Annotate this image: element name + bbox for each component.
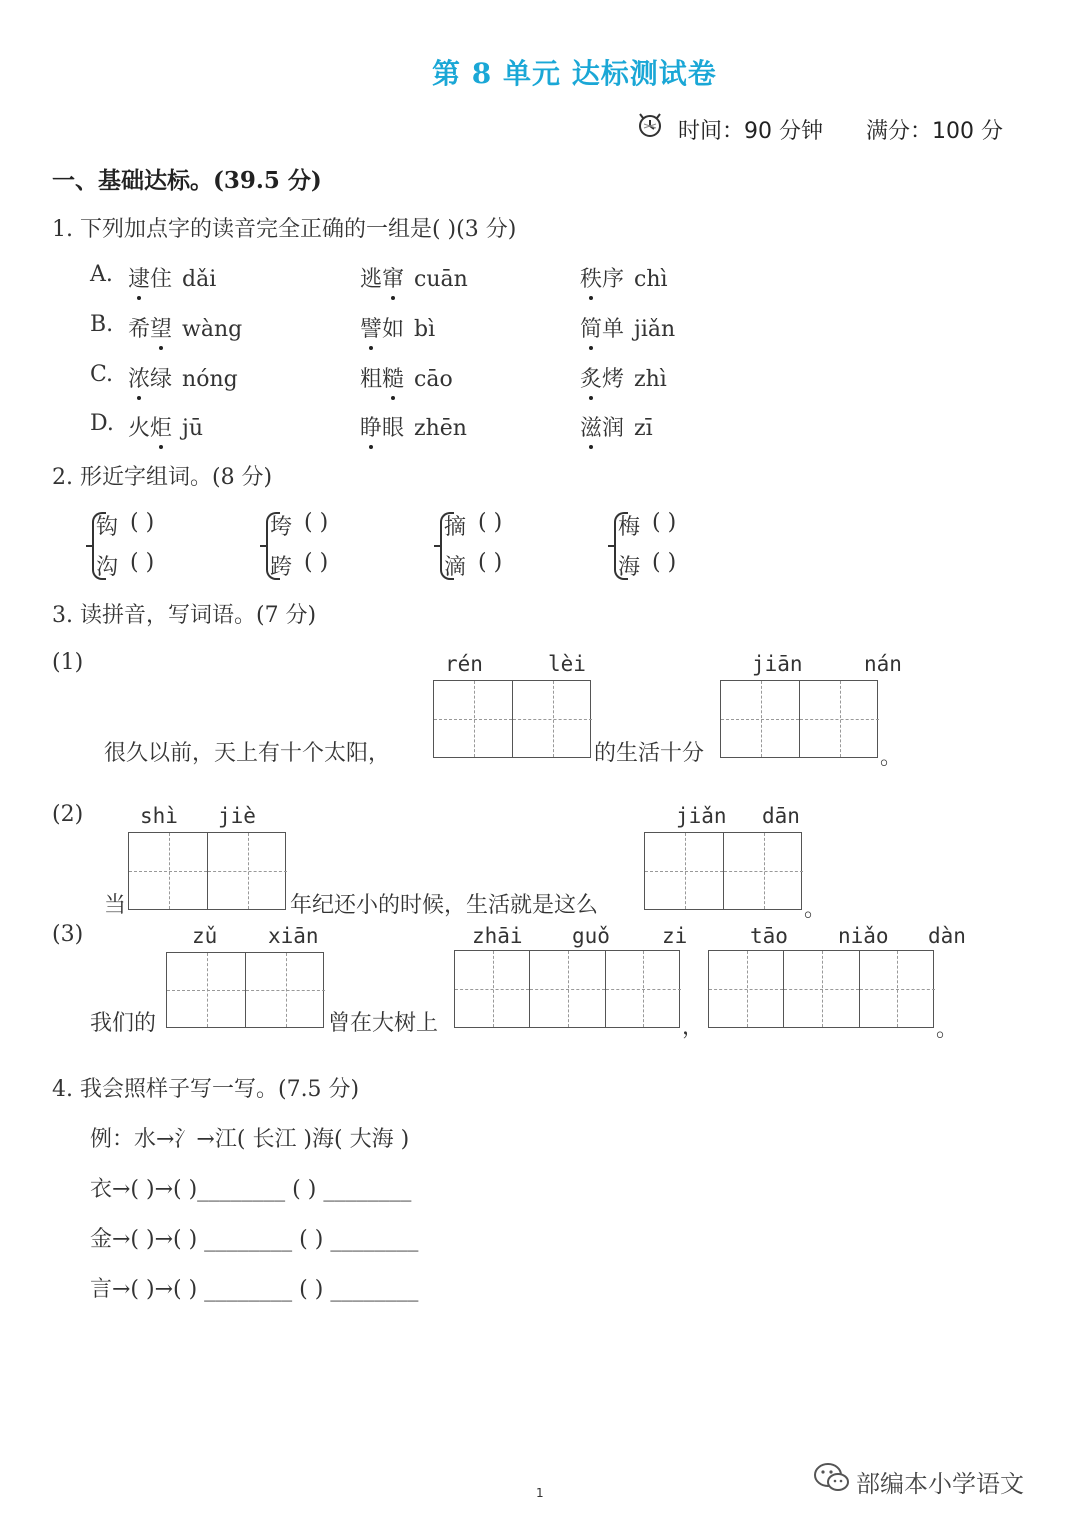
pinyin: wàng [182,317,243,342]
pinyin: dǎi [182,267,217,292]
grid-guide [455,989,529,990]
pinyin: cāo [414,367,453,392]
writing-grid[interactable] [454,950,680,1028]
answer-blank[interactable]: ( ) [478,550,503,575]
word-char: 眼 [382,416,405,441]
grid-guide [513,719,592,720]
option-word [128,312,242,343]
grid-cell[interactable] [724,833,803,909]
question-4-stem: 4. 我会照样子写一写。(7.5 分) [52,1077,360,1102]
word-char: 绿 [150,367,173,392]
pinyin: niǎo [838,924,889,948]
grid-guide [784,989,858,990]
word-char: 粗 [360,367,383,392]
dotted-char: 糙 [382,362,404,393]
pinyin: tāo [750,924,788,948]
grid-cell[interactable] [530,951,605,1027]
grid-cell[interactable] [129,833,208,909]
grid-cell[interactable] [513,681,592,757]
pinyin: nán [864,652,902,676]
q3-part3-number: (3) [52,922,84,947]
grid-guide [724,871,803,872]
dotted-char: 浓 [128,362,150,393]
question-1-stem: 1. 下列加点字的读音完全正确的一组是( )(3 分) [52,217,517,242]
question-2-stem: 2. 形近字组词。(8 分) [52,465,273,490]
dotted-char: 睁 [360,411,382,442]
page-title: 第 8 单元 达标测试卷 [432,57,717,90]
score-label: 满分：100 分 [866,119,1003,144]
option-word [360,411,467,442]
dotted-char: 滋 [580,411,602,442]
similar-char: 海 [618,555,641,580]
pinyin: chì [634,267,668,292]
grid-cell[interactable] [784,951,859,1027]
similar-char: 滴 [444,555,467,580]
q4-row[interactable]: 金→( )→( ) ________ ( ) ________ [90,1227,419,1252]
pinyin: dān [762,804,800,828]
grid-guide [434,719,512,720]
writing-grid[interactable] [433,680,591,758]
pinyin: zhēn [414,416,467,441]
pinyin: guǒ [572,924,610,948]
dotted-char: 简 [580,312,602,343]
answer-blank[interactable]: ( ) [304,550,329,575]
answer-blank[interactable]: ( ) [130,550,155,575]
option-word [580,362,667,393]
watermark: 部编本小学语文 [856,1470,1024,1498]
word-char: 住 [150,267,173,292]
sentence-text: 年纪还小的时候，生活就是这么 [290,893,599,918]
writing-grid[interactable] [166,952,324,1028]
option-word [360,362,453,393]
dotted-char: 炙 [580,362,602,393]
word-char: 如 [382,317,405,342]
q3-part1-number: (1) [52,650,84,675]
option-word [580,262,668,293]
sentence-text: 。 [936,1017,959,1042]
dotted-char: 秩 [580,262,602,293]
grid-guide [709,989,783,990]
grid-cell[interactable] [800,681,879,757]
similar-char: 摘 [444,515,467,540]
q3-part2-number: (2) [52,802,84,827]
grid-cell[interactable] [455,951,530,1027]
wechat-icon [812,1460,852,1496]
grid-guide [645,871,723,872]
sentence-text: 曾在大树上 [328,1011,439,1036]
clock-icon [636,112,664,138]
similar-char: 跨 [270,555,293,580]
answer-blank[interactable]: ( ) [478,510,503,535]
pinyin: shì [140,804,178,828]
pinyin: zi [662,924,688,948]
grid-guide [721,719,799,720]
answer-blank[interactable]: ( ) [130,510,155,535]
word-char: 希 [128,317,151,342]
similar-char: 垮 [270,515,293,540]
sentence-text: 的生活十分 [594,741,705,766]
grid-cell[interactable] [434,681,513,757]
option-label[interactable]: D. [90,411,114,436]
pinyin: dàn [928,924,966,948]
writing-grid[interactable] [644,832,802,910]
sentence-text: 很久以前，天上有十个太阳， [104,741,391,766]
grid-guide [167,990,245,991]
dotted-char: 窜 [382,262,404,293]
page-number: 1 [536,1486,544,1500]
pinyin: xiān [268,924,319,948]
writing-grid[interactable] [720,680,878,758]
option-word [128,411,203,442]
writing-grid[interactable] [128,832,286,910]
answer-blank[interactable]: ( ) [652,550,677,575]
time-label: 时间：90 分钟 [678,119,823,144]
q4-row[interactable]: 衣→( )→( )________ ( ) ________ [90,1177,412,1202]
pinyin: nóng [182,367,238,392]
grid-cell[interactable] [721,681,800,757]
grid-guide [208,871,287,872]
grid-guide [129,871,207,872]
option-word [580,411,653,442]
grid-cell[interactable] [606,951,681,1027]
grid-cell[interactable] [860,951,935,1027]
option-label[interactable]: B. [90,312,114,337]
grid-guide [606,989,681,990]
grid-cell[interactable] [208,833,287,909]
answer-blank[interactable]: ( ) [652,510,677,535]
dotted-char: 望 [150,312,172,343]
sentence-text: ， [682,1015,705,1040]
option-word [580,312,675,343]
word-char: 单 [602,317,625,342]
similar-char: 沟 [96,555,119,580]
grid-cell[interactable] [246,953,325,1027]
pinyin: jiān [752,652,803,676]
dotted-char: 逮 [128,262,150,293]
pinyin: lèi [548,652,586,676]
word-char: 逃 [360,267,383,292]
pinyin: bì [414,317,436,342]
pinyin: zhì [634,367,667,392]
grid-guide [860,989,935,990]
grid-guide [530,989,604,990]
pinyin: zǔ [192,924,218,948]
word-char: 序 [602,267,625,292]
option-word [128,262,216,293]
grid-guide [246,990,325,991]
sentence-text: 我们的 [90,1011,157,1036]
answer-blank[interactable]: ( ) [304,510,329,535]
pinyin: jiè [218,804,256,828]
option-label[interactable]: A. [90,262,113,287]
grid-cell[interactable] [709,951,784,1027]
grid-guide [800,719,879,720]
pinyin: zhāi [472,924,523,948]
pinyin: rén [445,652,483,676]
option-word [360,262,468,293]
dotted-char: 譬 [360,312,382,343]
word-char: 烤 [602,367,625,392]
q4-example: 例：水→氵→江( 长江 )海( 大海 ) [90,1127,410,1152]
pinyin: jū [182,416,204,441]
option-label[interactable]: C. [90,362,114,387]
sentence-text: 。 [880,745,903,770]
question-3-stem: 3. 读拼音，写词语。(7 分) [52,603,317,628]
option-word [128,362,238,393]
q4-row[interactable]: 言→( )→( ) ________ ( ) ________ [90,1277,419,1302]
pinyin: zī [634,416,653,441]
grid-cell[interactable] [645,833,724,909]
similar-char: 梅 [618,515,641,540]
section-title: 一、基础达标。(39.5 分) [52,167,322,194]
sentence-text: 。 [804,897,827,922]
dotted-char: 炬 [150,411,172,442]
pinyin: jiǎn [676,804,727,828]
word-char: 火 [128,416,151,441]
writing-grid[interactable] [708,950,934,1028]
word-char: 润 [602,416,625,441]
grid-cell[interactable] [167,953,246,1027]
option-word [360,312,435,343]
sentence-text: 当 [104,893,127,918]
similar-char: 钩 [96,515,119,540]
pinyin: jiǎn [634,317,676,342]
pinyin: cuān [414,267,468,292]
